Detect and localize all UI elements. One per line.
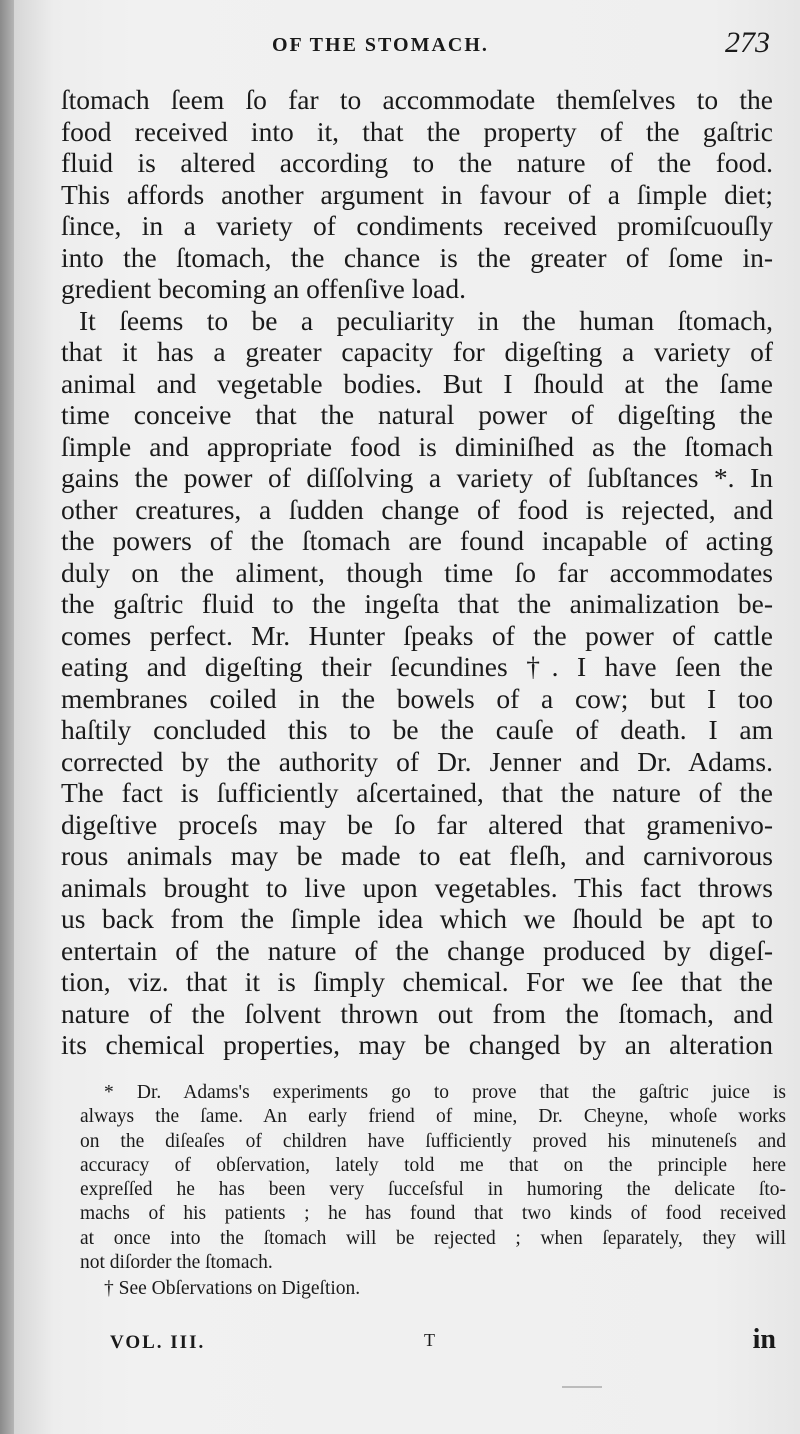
footnote-line: expreſſed he has been very ſucceſsful in humoring the delicate ſto- <box>80 1179 786 1201</box>
text-line: tion, viz. that it is ſimply chemical. For we ſee that the <box>61 966 773 997</box>
signature-mark: T <box>424 1330 435 1350</box>
footnote-line: accuracy of obſervation, lately told me that on the principle here <box>80 1154 786 1176</box>
text-line: corrected by the authority of Dr. Jenner and Dr. Adams. <box>61 745 773 777</box>
book-page <box>14 0 800 1434</box>
text-line: ſimple and appropriate food is diminiſhed as the ſtomach <box>61 430 773 462</box>
footnote-line: at once into the ſtomach will be rejected ; when ſeparately, they will <box>80 1227 786 1249</box>
text-line: It ſeems to be a peculiarity in the human ſtomach, <box>79 304 773 336</box>
text-line: the powers of the ſtomach are found incapable of acting <box>61 525 773 556</box>
text-line: entertain of the nature of the change produced by digeſ- <box>61 934 773 966</box>
footnote-dagger: † See Obſervations on Digeſtion. <box>104 1278 361 1300</box>
text-line: other creatures, a ſudden change of food is rejected, and <box>61 493 773 525</box>
footnotes <box>80 1081 786 1302</box>
footnote-line: not diſorder the ſtomach. <box>80 1252 273 1274</box>
footnote-line: * Dr. Adams's experiments go to prove that the gaſtric juice is <box>104 1082 786 1103</box>
text-line: into the ſtomach, the chance is the greater of ſome in- <box>61 241 773 273</box>
page-gutter-shadow <box>0 0 14 1434</box>
text-line: the gaſtric fluid to the ingeſta that the animalization be- <box>61 588 773 619</box>
text-line: gains the power of diſſolving a variety of ſubſtances *. In <box>61 462 773 493</box>
text-line: membranes coiled in the bowels of a cow; but I too <box>61 682 773 714</box>
text-line: eating and digeſting their ſecundines †. I have ſeen the <box>61 651 773 682</box>
text-line: The fact is ſufficiently aſcertained, that the nature of the <box>61 777 773 808</box>
running-head <box>14 26 800 66</box>
page-number: 273 <box>725 26 770 59</box>
footnote-line: on the diſeaſes of children have ſufficiently proved his minuteneſs and <box>80 1130 786 1152</box>
text-line: that it has a greater capacity for digeſting a variety of <box>61 336 773 367</box>
footnote-line: always the ſame. An early friend of mine, Dr. Cheyne, whoſe works <box>80 1106 786 1128</box>
page-footer <box>14 1324 800 1370</box>
text-line: comes perfect. Mr. Hunter ſpeaks of the power of cattle <box>61 619 773 651</box>
text-line: fluid is altered according to the nature of the food. <box>61 147 773 178</box>
text-line: animal and vegetable bodies. But I ſhould at the ſame <box>61 367 773 399</box>
ink-smudge <box>562 1386 602 1388</box>
text-line: ſince, in a variety of condiments received promiſcuouſly <box>61 210 773 241</box>
text-line: animals brought to live upon vegetables. This fact throws <box>61 871 773 903</box>
main-text <box>61 84 773 1061</box>
catchword: in <box>752 1324 776 1355</box>
text-line: us back from the ſimple idea which we ſhould be apt to <box>61 903 773 934</box>
text-line: ſtomach ſeem ſo far to accommodate themſelves to the <box>61 84 773 115</box>
text-line: gredient becoming an offenſive load. <box>61 273 466 304</box>
running-head-title: OF THE STOMACH. <box>272 34 489 56</box>
footnote-line: machs of his patients ; he has found that two kinds of food received <box>80 1203 786 1225</box>
text-line: digeſtive proceſs may be ſo far altered that gramenivo- <box>61 808 773 840</box>
text-line: nature of the ſolvent thrown out from the ſtomach, and <box>61 997 773 1029</box>
text-line: food received into it, that the property of the gaſtric <box>61 115 773 147</box>
text-line: duly on the aliment, though time ſo far accommodates <box>61 556 773 588</box>
text-line: its chemical properties, may be changed by an alteration <box>61 1029 773 1060</box>
text-line: rous animals may be made to eat fleſh, and carnivorous <box>61 840 773 871</box>
volume-label: VOL. III. <box>110 1332 206 1353</box>
text-line: haſtily concluded this to be the cauſe of death. I am <box>61 714 773 745</box>
text-line: This affords another argument in favour of a ſimple diet; <box>61 178 773 210</box>
text-line: time conceive that the natural power of digeſting the <box>61 399 773 430</box>
